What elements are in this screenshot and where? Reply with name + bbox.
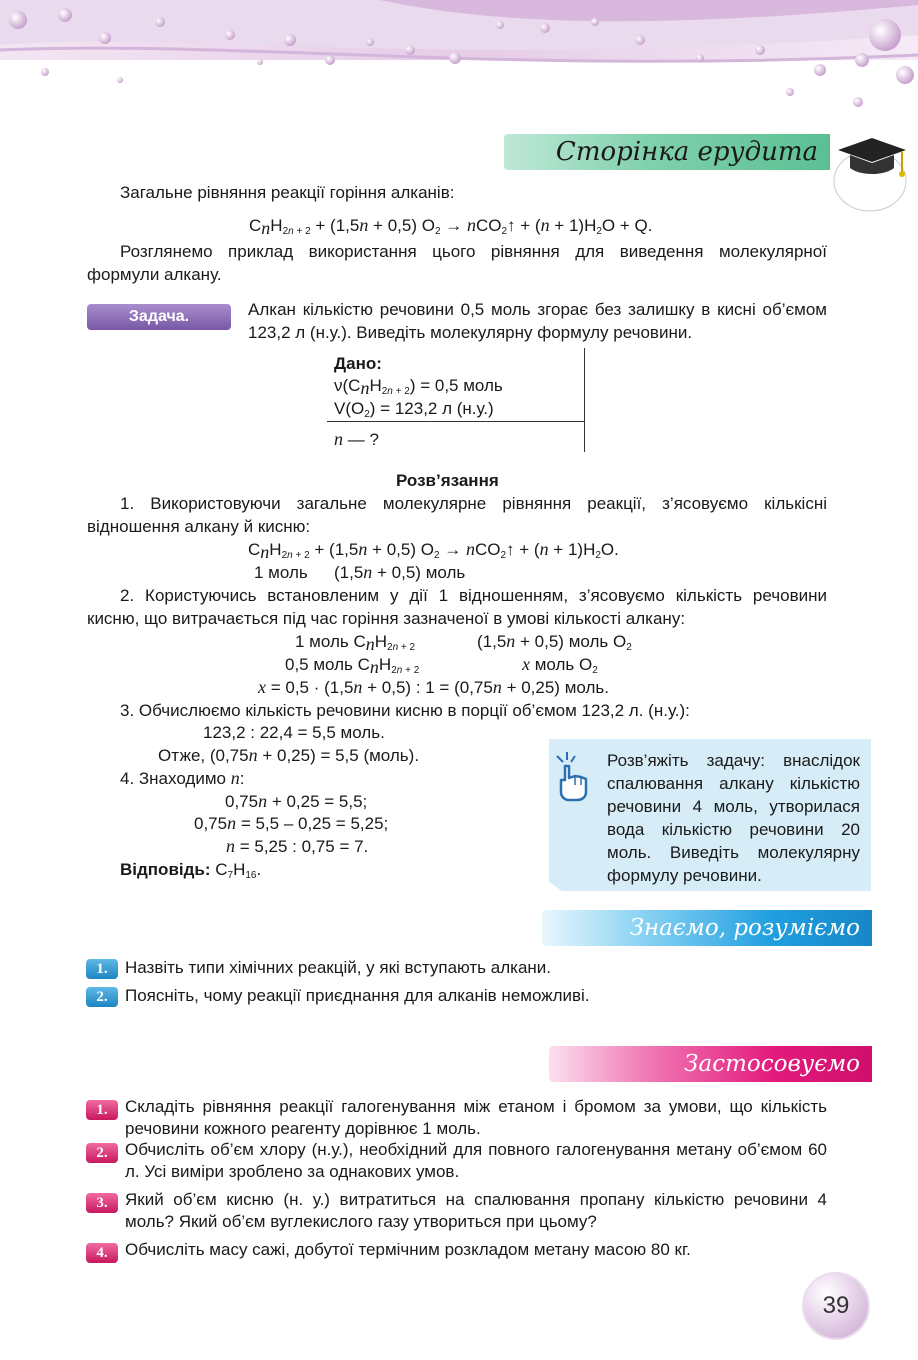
top-decorative-banner bbox=[0, 0, 918, 120]
task-badge-label: Задача. bbox=[128, 308, 190, 325]
solution-answer: Відповідь: $C_7H_{16}$. bbox=[120, 860, 262, 881]
know-item-1-text: Назвіть типи хімічних реакцій, у які вступають алкани. bbox=[125, 958, 552, 977]
solution-step-1-equation: $C_nH_{2n + 2} + (1,5n + 0,5) O_2$ → nCO$_2$↑ + $(n + 1)H_2O$. bbox=[248, 539, 619, 562]
apply-item-4-text: Обчисліть масу сажі, добутої термічним розкладом метану масою 80 кг. bbox=[125, 1240, 691, 1259]
graduation-cap-icon bbox=[832, 126, 912, 216]
erudite-intro: Загальне рівняння реакції горіння алканів: bbox=[120, 183, 455, 202]
erudite-equation: $C_nH_{2n + 2} + (1,5n + 0,5) O_2$ → nCO$_2$↑ + $(n + 1)H_2O + Q$. bbox=[249, 215, 653, 238]
pointing-hand-icon bbox=[553, 752, 593, 802]
solution-step-2-a-right: (1,5n + 0,5) моль $O_2$ bbox=[477, 631, 632, 653]
solution-step-2-b-right: x моль $O_2$ bbox=[522, 654, 598, 676]
solution-step-1: 1. Використовуючи загальне молекулярне рівняння реакції, з’ясовуємо кількісні відношення алкану й кисню: bbox=[87, 494, 827, 536]
know-section-ribbon bbox=[542, 910, 872, 946]
solution-step-3: 3. Обчислюємо кількість речовини кисню в порції об’ємом 123,2 л. (н.у.): bbox=[120, 701, 690, 720]
page-number: 39 bbox=[822, 1292, 850, 1319]
solution-step-1-ratio-right: (1,5n + 0,5) моль bbox=[334, 562, 466, 582]
apply-item-2-badge: 2. bbox=[86, 1143, 118, 1163]
given-title: Дано: bbox=[334, 354, 382, 373]
given-divider-horizontal bbox=[327, 421, 585, 422]
task-text: Алкан кількістю речовини 0,5 моль згорає без залишку в кисні об’ємом 123,2 л (н.у.). Виведіть молекулярну формулу речовини. bbox=[248, 300, 827, 342]
apply-item-1-text: Складіть рівняння реакції галогенування між етаном і бромом за умови, що кількість речовини кожного реагенту дорівнює 1 моль. bbox=[125, 1097, 827, 1138]
tip-text: Розв’яжіть задачу: внаслідок спалювання алкану кількістю речовини 4 моль, утворилася вода кількістю речовини 20 моль. Виведіть молекулярну формулу речовини. bbox=[607, 751, 860, 885]
apply-item-3-text: Який об’єм кисню (н. у.) витратиться на спалювання пропану кількістю речовини 4 моль? Який об’єм вуглекислого газу утвориться при цьому? bbox=[125, 1190, 827, 1231]
task-badge bbox=[87, 304, 231, 330]
solution-step-2-c: x = 0,5 · (1,5n + 0,5) : 1 = (0,75n + 0,25) моль. bbox=[258, 677, 609, 697]
apply-section-ribbon bbox=[549, 1046, 872, 1082]
solution-step-2-a-left: 1 моль $C_nH_{2n + 2}$ bbox=[295, 632, 416, 654]
apply-item-3-badge: 3. bbox=[86, 1193, 118, 1213]
solution-step-2-b-left: 0,5 моль $C_nH_{2n + 2}$ bbox=[285, 655, 420, 677]
solution-step-3-b: Отже, (0,75n + 0,25) = 5,5 (моль). bbox=[158, 745, 420, 765]
apply-item-2-text: Обчисліть об’єм хлору (н.у.), необхідний для повного галогенування метану об’ємом 60 л. Усі виміри зроблено за однакових умов. bbox=[125, 1140, 827, 1181]
know-item-2-text: Поясніть, чому реакції приєднання для алканів неможливі. bbox=[125, 986, 590, 1005]
solution-step-4-a: 0,75n + 0,25 = 5,5; bbox=[225, 791, 368, 811]
apply-item-1-badge: 1. bbox=[86, 1100, 118, 1120]
know-section-title: Знаємо, розуміємо bbox=[629, 915, 860, 941]
solution-step-4-b: 0,75n = 5,5 – 0,25 = 5,25; bbox=[194, 813, 389, 833]
given-divider-vertical bbox=[584, 348, 585, 452]
know-item-1-badge: 1. bbox=[86, 959, 118, 979]
know-item-2-badge: 2. bbox=[86, 987, 118, 1007]
erudite-section-title: Сторінка ерудита bbox=[555, 137, 818, 167]
solution-title: Розв’язання bbox=[396, 471, 499, 490]
apply-item-4-badge: 4. bbox=[86, 1243, 118, 1263]
given-find: n — ? bbox=[334, 429, 379, 449]
solution-step-1-ratio-left: 1 моль bbox=[254, 563, 308, 582]
solution-step-2: 2. Користуючись встановленим у дії 1 відношенням, з’ясовуємо кількість речовини кисню, що витрачається під час горіння зазначеної в умові кількості алкану: bbox=[87, 586, 827, 628]
page-number-badge bbox=[804, 1274, 868, 1338]
solution-step-4: 4. Знаходимо n: bbox=[120, 768, 245, 788]
answer-label: Відповідь: bbox=[120, 860, 211, 879]
solution-step-3-a: 123,2 : 22,4 = 5,5 моль. bbox=[203, 723, 385, 742]
apply-section-title: Застосовуємо bbox=[684, 1051, 860, 1077]
given-line-2: $V(O_2) = 123,2$ л (н.у.) bbox=[334, 399, 494, 420]
erudite-example-text: Розглянемо приклад використання цього рівняння для виведення молекулярної формули алкану. bbox=[87, 242, 827, 284]
erudite-section-ribbon bbox=[504, 134, 830, 170]
solution-step-4-c: n = 5,25 : 0,75 = 7. bbox=[226, 836, 369, 856]
given-line-1: $\nu(C_nH_{2n + 2}) = 0,5$ моль bbox=[334, 376, 503, 398]
